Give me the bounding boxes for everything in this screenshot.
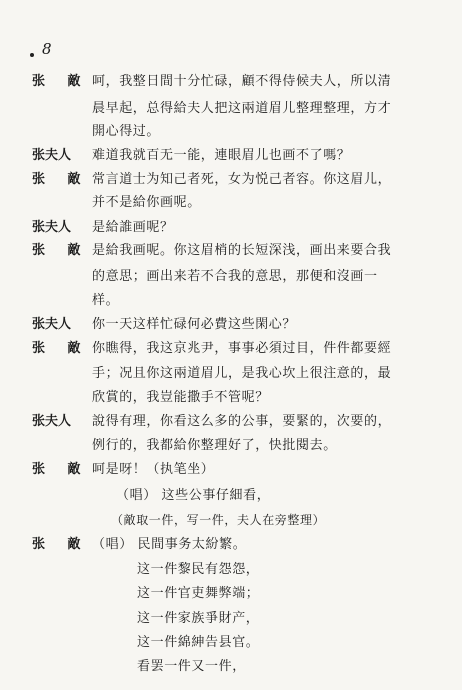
stage-direction: （敵取一件，写一件，夫人在旁整理）	[111, 513, 326, 527]
dialogue-line: 样。	[92, 293, 120, 308]
dialogue-line: 你一天这样忙碌何必費这些閑心？	[92, 317, 297, 332]
dialogue-line: 是給誰画呢？	[92, 220, 174, 235]
page-mark	[30, 53, 34, 57]
sung-line: （唱） 民間事务太紛繁。	[92, 537, 247, 552]
page-number: 8	[42, 40, 53, 58]
dialogue-line: 呵是呀！（执笔坐）	[92, 462, 215, 477]
dialogue-line: 說得有理，你看这么多的公事，要緊的，次要的，	[92, 414, 392, 429]
dialogue-line: 常言道士为知己者死，女为悦己者容。你这眉儿，	[92, 172, 392, 187]
dialogue-line: 呵，我整日間十分忙碌，顧不得侍候夫人，所以清	[92, 74, 392, 89]
speaker-label: 张 敵	[32, 243, 90, 258]
dialogue-line: 手；况且你这兩道眉儿，是我心坎上很注意的，最	[92, 366, 392, 381]
verse-line: 这一件黎民有怨怨，	[137, 562, 260, 577]
dialogue-line: 你瞧得，我这京兆尹，事事必須过目，件件都要經	[92, 341, 392, 356]
speaker-label: 张 敵	[32, 462, 90, 477]
dialogue-line: 是給我画呢。你这眉梢的长短深浅，画出来要合我	[92, 243, 392, 258]
speaker-label: 张 敵	[32, 74, 90, 89]
dialogue-line: 的意思；画出来若不合我的意思，那便和沒画一	[92, 269, 378, 284]
dialogue-line: 并不是給你画呢。	[92, 195, 201, 210]
verse-line: 看罢一件又一件，	[137, 659, 246, 674]
speaker-label: 张夫人	[32, 220, 72, 235]
speaker-label: 张 敵	[32, 172, 90, 187]
speaker-label: 张夫人	[32, 317, 72, 332]
verse-line: 这一件綿紳告县官。	[137, 635, 260, 650]
speaker-label: 张 敵	[32, 537, 90, 552]
dialogue-line: 晨早起，总得給夫人把这兩道眉儿整理整理，方才	[92, 101, 392, 116]
sung-line: （唱） 这些公事仔細看，	[116, 488, 271, 503]
verse-line: 这一件官吏舞弊端；	[137, 586, 260, 601]
dialogue-line: 例行的，我都給你整理好了，快批閱去。	[92, 438, 337, 453]
speaker-label: 张夫人	[32, 148, 72, 163]
dialogue-line: 难道我就百无一能，連眼眉儿也画不了嗎？	[92, 148, 351, 163]
dialogue-line: 欣賞的，我豈能撒手不管呢？	[92, 390, 269, 405]
verse-line: 这一件家族爭財产，	[137, 611, 260, 626]
speaker-label: 张 敵	[32, 341, 90, 356]
speaker-label: 张夫人	[32, 414, 72, 429]
dialogue-line: 開心得过。	[92, 124, 161, 139]
